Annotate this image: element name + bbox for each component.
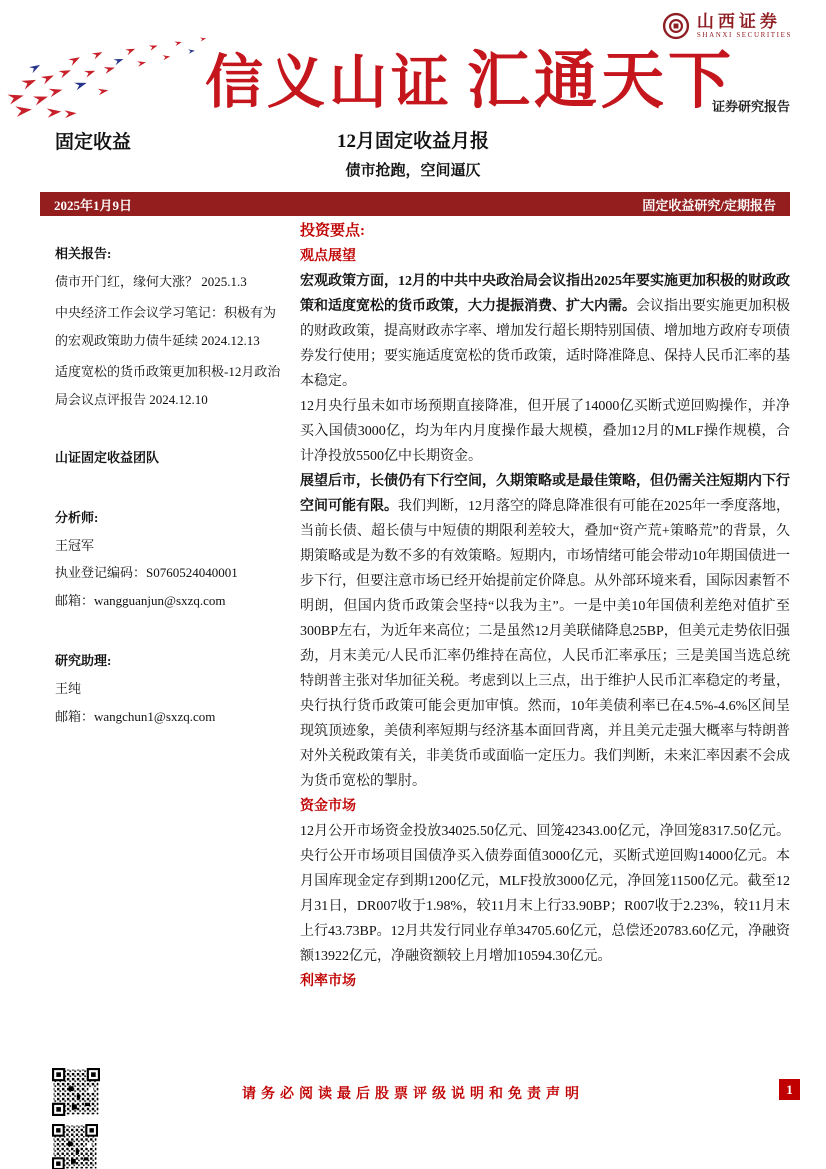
slogan-part-2: 汇通天下 bbox=[467, 43, 736, 117]
qr-code-bottom bbox=[52, 1124, 98, 1169]
assistant-label: 研究助理: bbox=[55, 653, 112, 669]
footer-disclaimer: 请务必阅读最后股票评级说明和免责声明 bbox=[242, 1087, 584, 1102]
header-bar bbox=[40, 192, 790, 216]
report-type-label: 证券研究报告 bbox=[711, 99, 790, 114]
sidebar bbox=[55, 240, 287, 731]
brand-name: 山西证券 bbox=[696, 11, 781, 31]
related-report-item: 适度宽松的货币政策更加积极-12月政治局会议点评报告 2024.12.10 bbox=[55, 363, 281, 407]
report-body bbox=[300, 219, 790, 994]
paragraph-text: 我们判断，12月落空的降息降准很有可能在2025年一季度落地，当前长债、超长债与中短债的期限利差较大，叠加“资产荒+策略荒”的背景，久期策略或是为数不多的有效策略。短期内，市场情绪可能会带动10年期国债进一步下行，但要注意市场已经开始提前定价降息。从外部环境来看，国际因素暂不明朗，但国内货币政策会坚持“以我为主”。一是中美10年国债利差绝对值扩至300BP左右，为近年来高位；二是虽然12月美联储降息25BP，但美元走势依旧强劲，月末美元/人民币汇率仍维持在高位，人民币汇率承压；三是美国当选总统特朗普主张对华加征关税。考虑到以上三点，出于维护人民币汇率稳定的考量，央行执行货币政策可能会更加审慎。然而，10年美债利率已在4.5%-4.6%区间呈现筑顶迹象，美债利率短期与经济基本面回背离，并且美元走强大概率与特朗普对外关税政策有关，非美货币或面临一定压力。我们判断，未来汇率因素不会成为货币宽松的掣肘。 bbox=[300, 499, 790, 789]
report-date: 2025年1月9日 bbox=[54, 197, 133, 213]
team-name: 山证固定收益团队 bbox=[55, 449, 160, 465]
analyst-code: 执业登记编码：S0760524040001 bbox=[55, 565, 238, 581]
slogan-part-1: 信义山证 bbox=[205, 48, 454, 116]
report-title: 12月固定收益月报 bbox=[336, 131, 489, 152]
paragraph-text: 12月央行虽未如市场预期直接降准，但开展了14000亿买断式逆回购操作，并净买入国债3000亿，均为年内月度操作最大规模，叠加12月的MLF操作规模，合计净投放5500亿中长期资金。 bbox=[300, 399, 790, 464]
brand-name-en: SHANXI SECURITIES bbox=[696, 31, 792, 40]
paragraph-outlook bbox=[300, 469, 790, 794]
related-reports-title: 相关报告: bbox=[55, 246, 112, 261]
logo-emblem-icon bbox=[662, 12, 690, 40]
brand-text bbox=[697, 13, 792, 40]
paragraph-lead: 展望后市，长债仍有下行空间，久期策略或是最佳策略，但仍需关注短期内下行空间可能有限。 bbox=[300, 474, 790, 514]
analyst-label: 分析师: bbox=[55, 509, 99, 525]
report-section: 固定收益研究/定期报告 bbox=[642, 197, 776, 213]
paragraph-macro-policy bbox=[300, 269, 790, 394]
analyst-name: 王冠军 bbox=[55, 537, 95, 553]
paragraph-text: 12月公开市场资金投放34025.50亿元、回笼42343.00亿元，净回笼8317.50亿元。央行公开市场项目国债净买入债券面值3000亿元，买断式逆回购14000亿元。本月国库现金定存到期1200亿元，MLF投放3000亿元，净回笼11500亿元。截至12月31日，DR007收于1.98%，较11月末上行33.90BP；R007收于2.23%，较11月末上行43.73BP。12月共发行同业存单34705.60亿元，总偿还20783.60亿元，净融资额13922亿元，净融资额较上月增加10594.30亿元。 bbox=[300, 824, 790, 964]
shanxi-securities-logo bbox=[662, 12, 792, 40]
section-heading-outlook: 观点展望 bbox=[300, 249, 356, 264]
investment-points-heading: 投资要点: bbox=[300, 223, 365, 239]
paragraph-funding-market bbox=[300, 819, 790, 969]
flying-birds-graphic bbox=[0, 18, 228, 126]
assistant-name: 王纯 bbox=[55, 681, 82, 697]
paragraph-lead: 宏观政策方面，12月的中共中央政治局会议指出2025年要实施更加积极的财政政策和适度宽松的货币政策，大力提振消费、扩大内需。 bbox=[300, 274, 790, 314]
report-subtitle: 债市抢跑，空间逼仄 bbox=[345, 163, 481, 179]
paragraph-text: 会议指出要实施更加积极的财政政策，提高财政赤字率、增加发行超长期特别国债、增加地方政府专项债券发行使用；要实施适度宽松的货币政策，适时降准降息、保持人民币汇率的基本稳定。 bbox=[300, 299, 790, 389]
paragraph-central-bank bbox=[300, 394, 790, 469]
section-heading-funding: 资金市场 bbox=[300, 799, 356, 814]
related-report-item: 债市开门红，缘何大涨？ 2025.1.3 bbox=[55, 273, 247, 289]
assistant-email: 邮箱：wangchun1@sxzq.com bbox=[55, 709, 216, 725]
report-category: 固定收益 bbox=[55, 132, 132, 153]
brand-slogan bbox=[205, 30, 735, 121]
section-heading-rates: 利率市场 bbox=[300, 974, 356, 989]
analyst-email: 邮箱：wangguanjun@sxzq.com bbox=[55, 593, 226, 609]
page-number: 1 bbox=[779, 1079, 800, 1100]
related-report-item: 中央经济工作会议学习笔记：积极有为的宏观政策助力债牛延续 2024.12.13 bbox=[55, 304, 277, 348]
